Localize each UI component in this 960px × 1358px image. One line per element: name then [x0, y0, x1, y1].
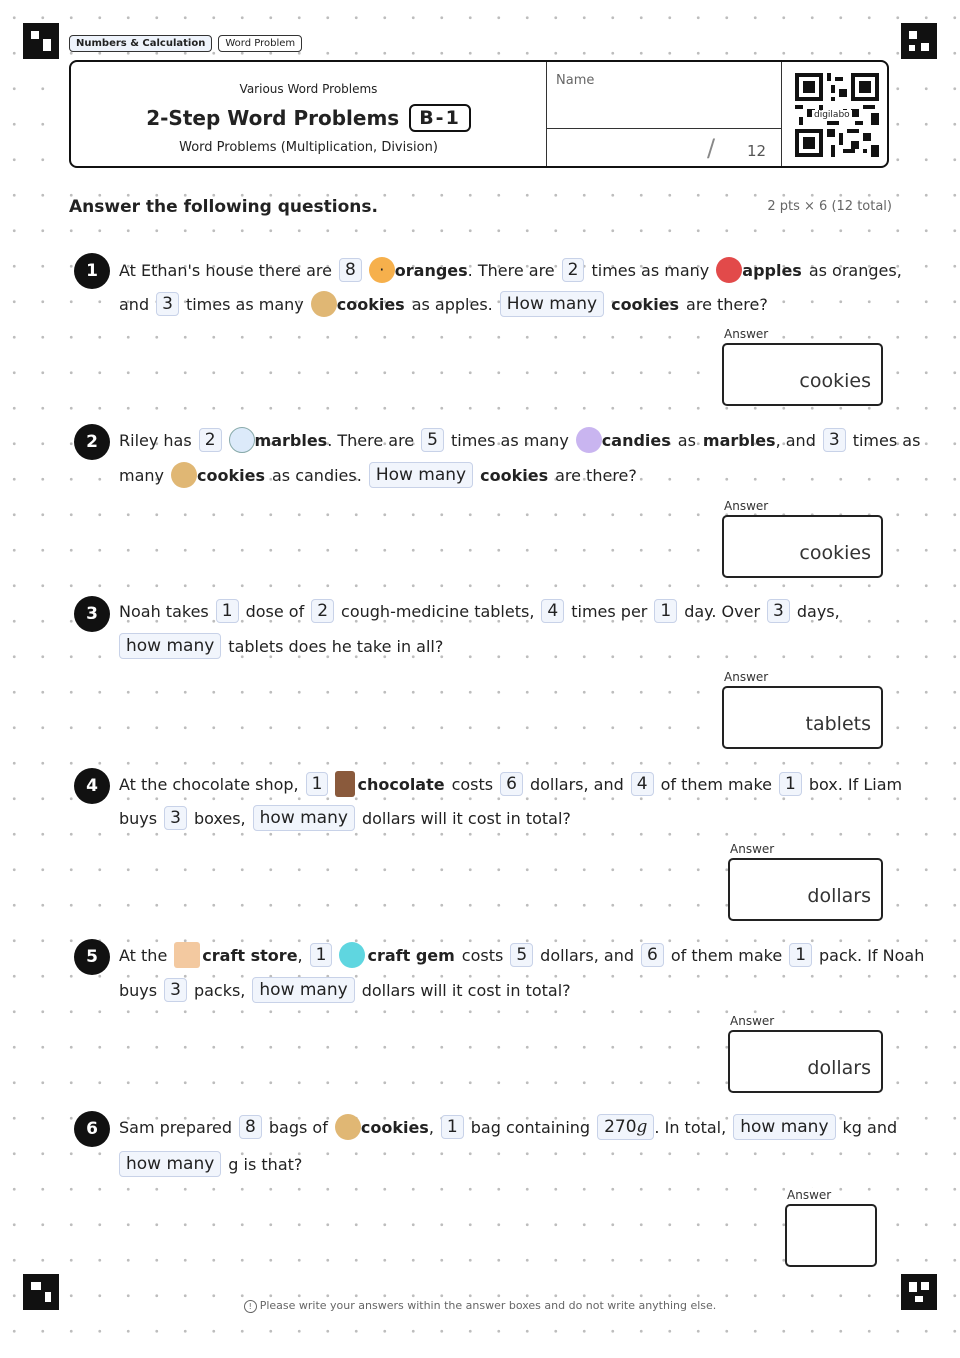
answer-label: Answer — [724, 327, 769, 341]
answer-unit: cookies — [799, 542, 871, 564]
text: times per — [571, 601, 648, 621]
answer-label: Answer — [724, 670, 769, 684]
number-box: 6 — [641, 943, 664, 967]
text: times as many — [185, 294, 304, 314]
worksheet-title-row — [71, 104, 546, 132]
number-box: 4 — [541, 599, 564, 623]
number-box: 1 — [216, 599, 239, 623]
question-1-line-1 — [119, 257, 909, 283]
cookie-icon — [335, 1114, 361, 1140]
text: days, — [796, 601, 840, 621]
weight-unit: g — [636, 1117, 648, 1137]
number-box: 5 — [510, 943, 533, 967]
answer-label: Answer — [724, 499, 769, 513]
text: boxes, — [193, 808, 246, 828]
title-block — [71, 62, 546, 166]
text: times as many — [450, 430, 569, 450]
answer-box-4[interactable] — [728, 858, 883, 921]
text: dollars will it cost in total? — [361, 808, 571, 828]
keyword: marbles — [702, 430, 776, 450]
points-info: 2 pts × 6 (12 total) — [767, 199, 892, 214]
footer-text: Please write your answers within the answer boxes and do not write anything else. — [259, 1299, 717, 1312]
answer-unit: tablets — [805, 713, 871, 735]
text: as candies. — [271, 465, 362, 485]
text: pack. If Noah — [819, 945, 925, 965]
question-number-2: 2 — [74, 424, 110, 460]
answer-label: Answer — [730, 1014, 775, 1028]
text: . There are — [327, 430, 415, 450]
answer-unit: cookies — [799, 370, 871, 392]
corner-marker-top-left — [23, 23, 59, 59]
text: cough-medicine tablets, — [341, 601, 535, 621]
text: , — [428, 1117, 434, 1137]
question-2-line-1 — [119, 427, 927, 453]
keyword: candies — [601, 430, 671, 450]
keyword: chocolate — [357, 774, 445, 794]
keyword: oranges — [394, 260, 468, 280]
number-box: 8 — [239, 1115, 262, 1139]
number-box: 1 — [779, 772, 802, 796]
text: are there? — [686, 294, 768, 314]
question-6-line-1 — [119, 1114, 904, 1140]
text: Noah takes — [119, 601, 209, 621]
text: as — [677, 430, 696, 450]
number-box: 5 — [421, 428, 444, 452]
how-many-box: How many — [369, 462, 473, 488]
info-icon: ! — [244, 1300, 257, 1313]
question-number-1: 1 — [74, 253, 110, 289]
worksheet-code: B-1 — [409, 104, 471, 132]
instructions: Answer the following questions. — [69, 197, 382, 217]
gem-icon — [339, 942, 365, 968]
qr-label: digilabo — [814, 110, 850, 120]
store-icon — [174, 942, 200, 968]
answer-box-1[interactable] — [722, 343, 883, 406]
score-slash: / — [707, 134, 716, 162]
question-4-line-2 — [119, 805, 578, 831]
cookie-icon — [311, 291, 337, 317]
keyword: apples — [742, 260, 802, 280]
question-2-line-2 — [119, 462, 644, 488]
number-box: 1 — [306, 772, 329, 796]
number-box: 6 — [500, 772, 523, 796]
text: many — [119, 465, 164, 485]
text: kg and — [842, 1117, 898, 1137]
text: as oranges, — [808, 260, 902, 280]
number-box: 4 — [631, 772, 654, 796]
text: . There are — [467, 260, 555, 280]
text: box. If Liam — [808, 774, 903, 794]
text: dollars will it cost in total? — [361, 980, 571, 1000]
text: and — [119, 294, 150, 314]
text: At the — [119, 945, 168, 965]
question-1-line-2 — [119, 291, 775, 317]
weight-box — [597, 1114, 654, 1140]
answer-box-3[interactable] — [722, 686, 883, 749]
text: Riley has — [119, 430, 192, 450]
question-number-6: 6 — [74, 1111, 110, 1147]
keyword: craft gem — [367, 945, 455, 965]
apple-icon — [716, 257, 742, 283]
text: of them make — [670, 945, 783, 965]
number-box: 1 — [310, 943, 333, 967]
how-many-box: how many — [119, 1151, 221, 1177]
worksheet-subtitle: Various Word Problems — [239, 82, 378, 96]
text: , — [297, 945, 303, 965]
answer-label: Answer — [787, 1188, 832, 1202]
answer-unit: dollars — [807, 885, 871, 907]
name-divider — [547, 128, 782, 129]
question-number-5: 5 — [74, 939, 110, 975]
question-5-line-1 — [119, 942, 931, 968]
chocolate-icon — [335, 771, 355, 797]
text: , and — [775, 430, 816, 450]
keyword: cookies — [360, 1117, 429, 1137]
text: dollars, and — [529, 774, 624, 794]
text: day. Over — [684, 601, 761, 621]
text: of them make — [660, 774, 772, 794]
text: Sam prepared — [119, 1117, 233, 1137]
number-box: 1 — [654, 599, 677, 623]
tag-numbers-calculation: Numbers & Calculation — [69, 35, 212, 52]
how-many-box: How many — [500, 291, 604, 317]
answer-label: Answer — [730, 842, 775, 856]
number-box: 1 — [441, 1115, 464, 1139]
answer-unit: dollars — [807, 1057, 871, 1079]
text: packs, — [193, 980, 246, 1000]
text: as apples. — [411, 294, 493, 314]
how-many-box: how many — [733, 1114, 835, 1140]
worksheet-header — [69, 60, 889, 168]
text: times as — [852, 430, 921, 450]
question-3-line-2 — [119, 633, 450, 659]
question-3-line-1 — [119, 599, 847, 623]
number-box: 3 — [164, 806, 187, 830]
keyword: marbles — [254, 430, 328, 450]
score-total: 12 — [747, 142, 767, 160]
candy-icon — [576, 427, 602, 453]
number-box: 2 — [562, 258, 585, 282]
number-box: 8 — [339, 258, 362, 282]
how-many-box: how many — [253, 805, 355, 831]
answer-box-5[interactable] — [728, 1030, 883, 1093]
worksheet-title: 2-Step Word Problems — [146, 106, 400, 130]
text: are there? — [555, 465, 637, 485]
question-number-3: 3 — [74, 596, 110, 632]
text: bags of — [268, 1117, 328, 1137]
keyword: cookies — [611, 294, 680, 314]
how-many-box: how many — [119, 633, 221, 659]
text: times as many — [591, 260, 710, 280]
corner-marker-top-right — [901, 23, 937, 59]
tag-word-problem: Word Problem — [218, 35, 302, 52]
keyword: craft store — [202, 945, 298, 965]
worksheet-description: Word Problems (Multiplication, Division) — [179, 140, 438, 155]
text: . In total, — [654, 1117, 727, 1137]
number-box: 3 — [156, 292, 179, 316]
number-box: 2 — [199, 428, 222, 452]
number-box: 3 — [164, 978, 187, 1002]
answer-box-2[interactable] — [722, 515, 883, 578]
text: dollars, and — [540, 945, 634, 965]
text: costs — [451, 774, 494, 794]
text: buys — [119, 980, 158, 1000]
text: g is that? — [228, 1154, 303, 1174]
weight-value: 270 — [604, 1117, 637, 1137]
question-6-line-2 — [119, 1151, 309, 1177]
answer-box-6[interactable] — [785, 1204, 877, 1267]
question-5-line-2 — [119, 977, 578, 1003]
cookie-icon — [171, 462, 197, 488]
text: buys — [119, 808, 158, 828]
how-many-box: how many — [252, 977, 354, 1003]
number-box: 3 — [823, 428, 846, 452]
orange-icon: · — [369, 257, 395, 283]
qr-area — [781, 62, 888, 166]
keyword: cookies — [480, 465, 549, 485]
text: costs — [461, 945, 504, 965]
text: bag containing — [470, 1117, 591, 1137]
name-label: Name — [556, 73, 595, 88]
keyword: cookies — [197, 465, 265, 485]
tag-list — [69, 35, 302, 52]
text: dose of — [245, 601, 305, 621]
text: At the chocolate shop, — [119, 774, 299, 794]
keyword: cookies — [336, 294, 405, 314]
number-box: 3 — [767, 599, 790, 623]
marble-icon — [229, 427, 255, 453]
text: tablets does he take in all? — [228, 636, 444, 656]
name-score-area — [546, 62, 782, 166]
question-4-line-1 — [119, 771, 909, 797]
number-box: 1 — [789, 943, 812, 967]
footer-note — [0, 1299, 960, 1313]
question-number-4: 4 — [74, 768, 110, 804]
number-box: 2 — [311, 599, 334, 623]
text: At Ethan's house there are — [119, 260, 332, 280]
